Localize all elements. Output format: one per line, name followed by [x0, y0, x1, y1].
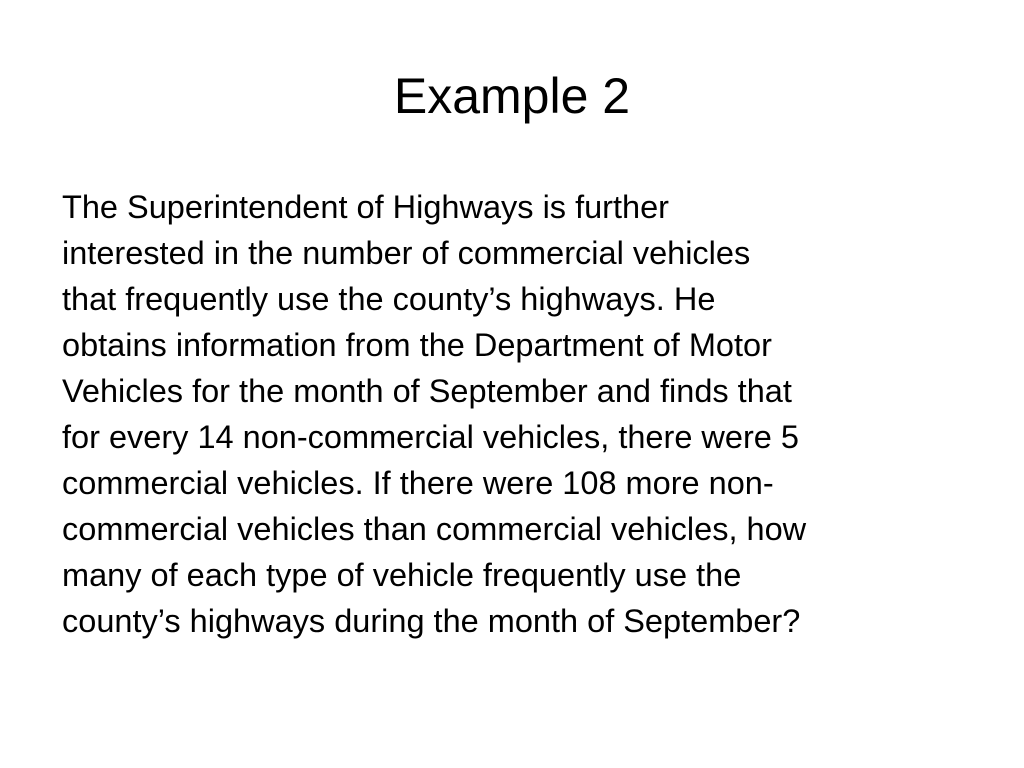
- body-line-9: many of each type of vehicle frequently use the: [62, 557, 742, 593]
- body-line-6: for every 14 non-commercial vehicles, there were 5: [62, 419, 799, 455]
- body-line-4: obtains information from the Department of Motor: [62, 327, 772, 363]
- body-line-10: county’s highways during the month of September?: [62, 603, 801, 639]
- body-line-8: commercial vehicles than commercial vehicles, how: [62, 511, 807, 547]
- slide-title: Example 2: [393, 68, 631, 124]
- body-line-5: Vehicles for the month of September and finds that: [62, 373, 792, 409]
- body-line-2: interested in the number of commercial vehicles: [62, 235, 751, 271]
- body-line-1: The Superintendent of Highways is further: [62, 189, 669, 225]
- slide-body-text: [62, 184, 968, 644]
- body-line-3: that frequently use the county’s highways. He: [62, 281, 716, 317]
- body-line-7: commercial vehicles. If there were 108 more non-: [62, 465, 774, 501]
